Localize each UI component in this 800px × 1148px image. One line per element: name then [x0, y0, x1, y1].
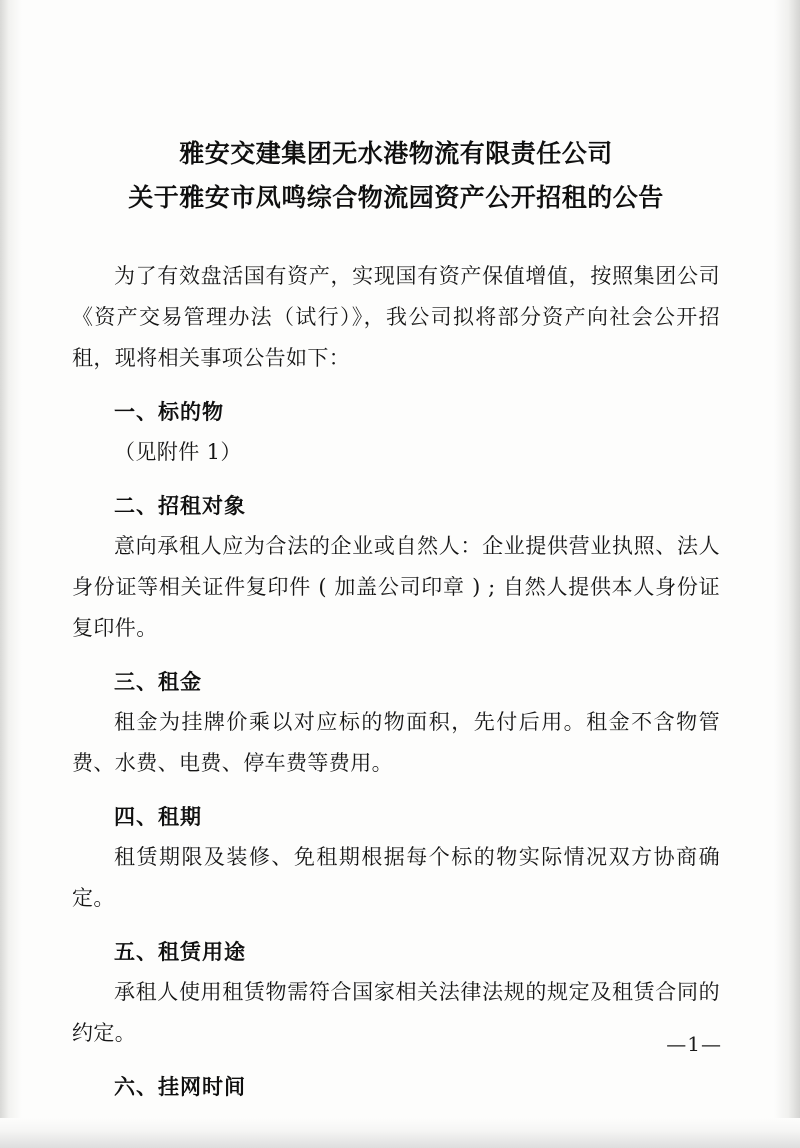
section-heading-4: 四、租期 [114, 804, 202, 829]
page-number: —1— [666, 1032, 722, 1056]
intro-paragraph: 为了有效盘活国有资产，实现国有资产保值增值，按照集团公司《资产交易管理办法（试行）》，我公司拟将部分资产向社会公开招租，现将相关事项公告如下： [72, 264, 720, 370]
page-title [72, 132, 720, 220]
section-heading-1: 一、标的物 [114, 399, 224, 424]
section-4-paragraph-1: 租赁期限及装修、免租期根据每个标的物实际情况双方协商确定。 [72, 845, 720, 910]
scan-edge-bottom [0, 1118, 800, 1148]
scan-edge-right [774, 0, 800, 1148]
document-content [72, 132, 720, 1107]
section-1-paragraph-1: （见附件 1） [114, 440, 242, 464]
scan-edge-left [0, 0, 22, 1148]
document-body [72, 256, 720, 1107]
section-3-paragraph-1: 租金为挂牌价乘以对应标的物面积，先付后用。租金不含物管费、水费、电费、停车费等费用。 [72, 710, 720, 775]
section-heading-2: 二、招租对象 [114, 493, 246, 518]
section-heading-3: 三、租金 [114, 669, 202, 694]
section-2-paragraph-1: 意向承租人应为合法的企业或自然人：企业提供营业执照、法人身份证等相关证件复印件 ( 加盖公司印章 ) ; 自然人提供本人身份证复印件。 [72, 534, 720, 640]
section-5-paragraph-1: 承租人使用租赁物需符合国家相关法律法规的规定及租赁合同的约定。 [72, 980, 720, 1045]
section-heading-5: 五、租赁用途 [114, 939, 246, 964]
section-heading-6: 六、挂网时间 [114, 1074, 246, 1099]
title-line-2: 关于雅安市凤鸣综合物流园资产公开招租的公告 [128, 183, 664, 212]
title-line-1: 雅安交建集团无水港物流有限责任公司 [179, 139, 613, 168]
